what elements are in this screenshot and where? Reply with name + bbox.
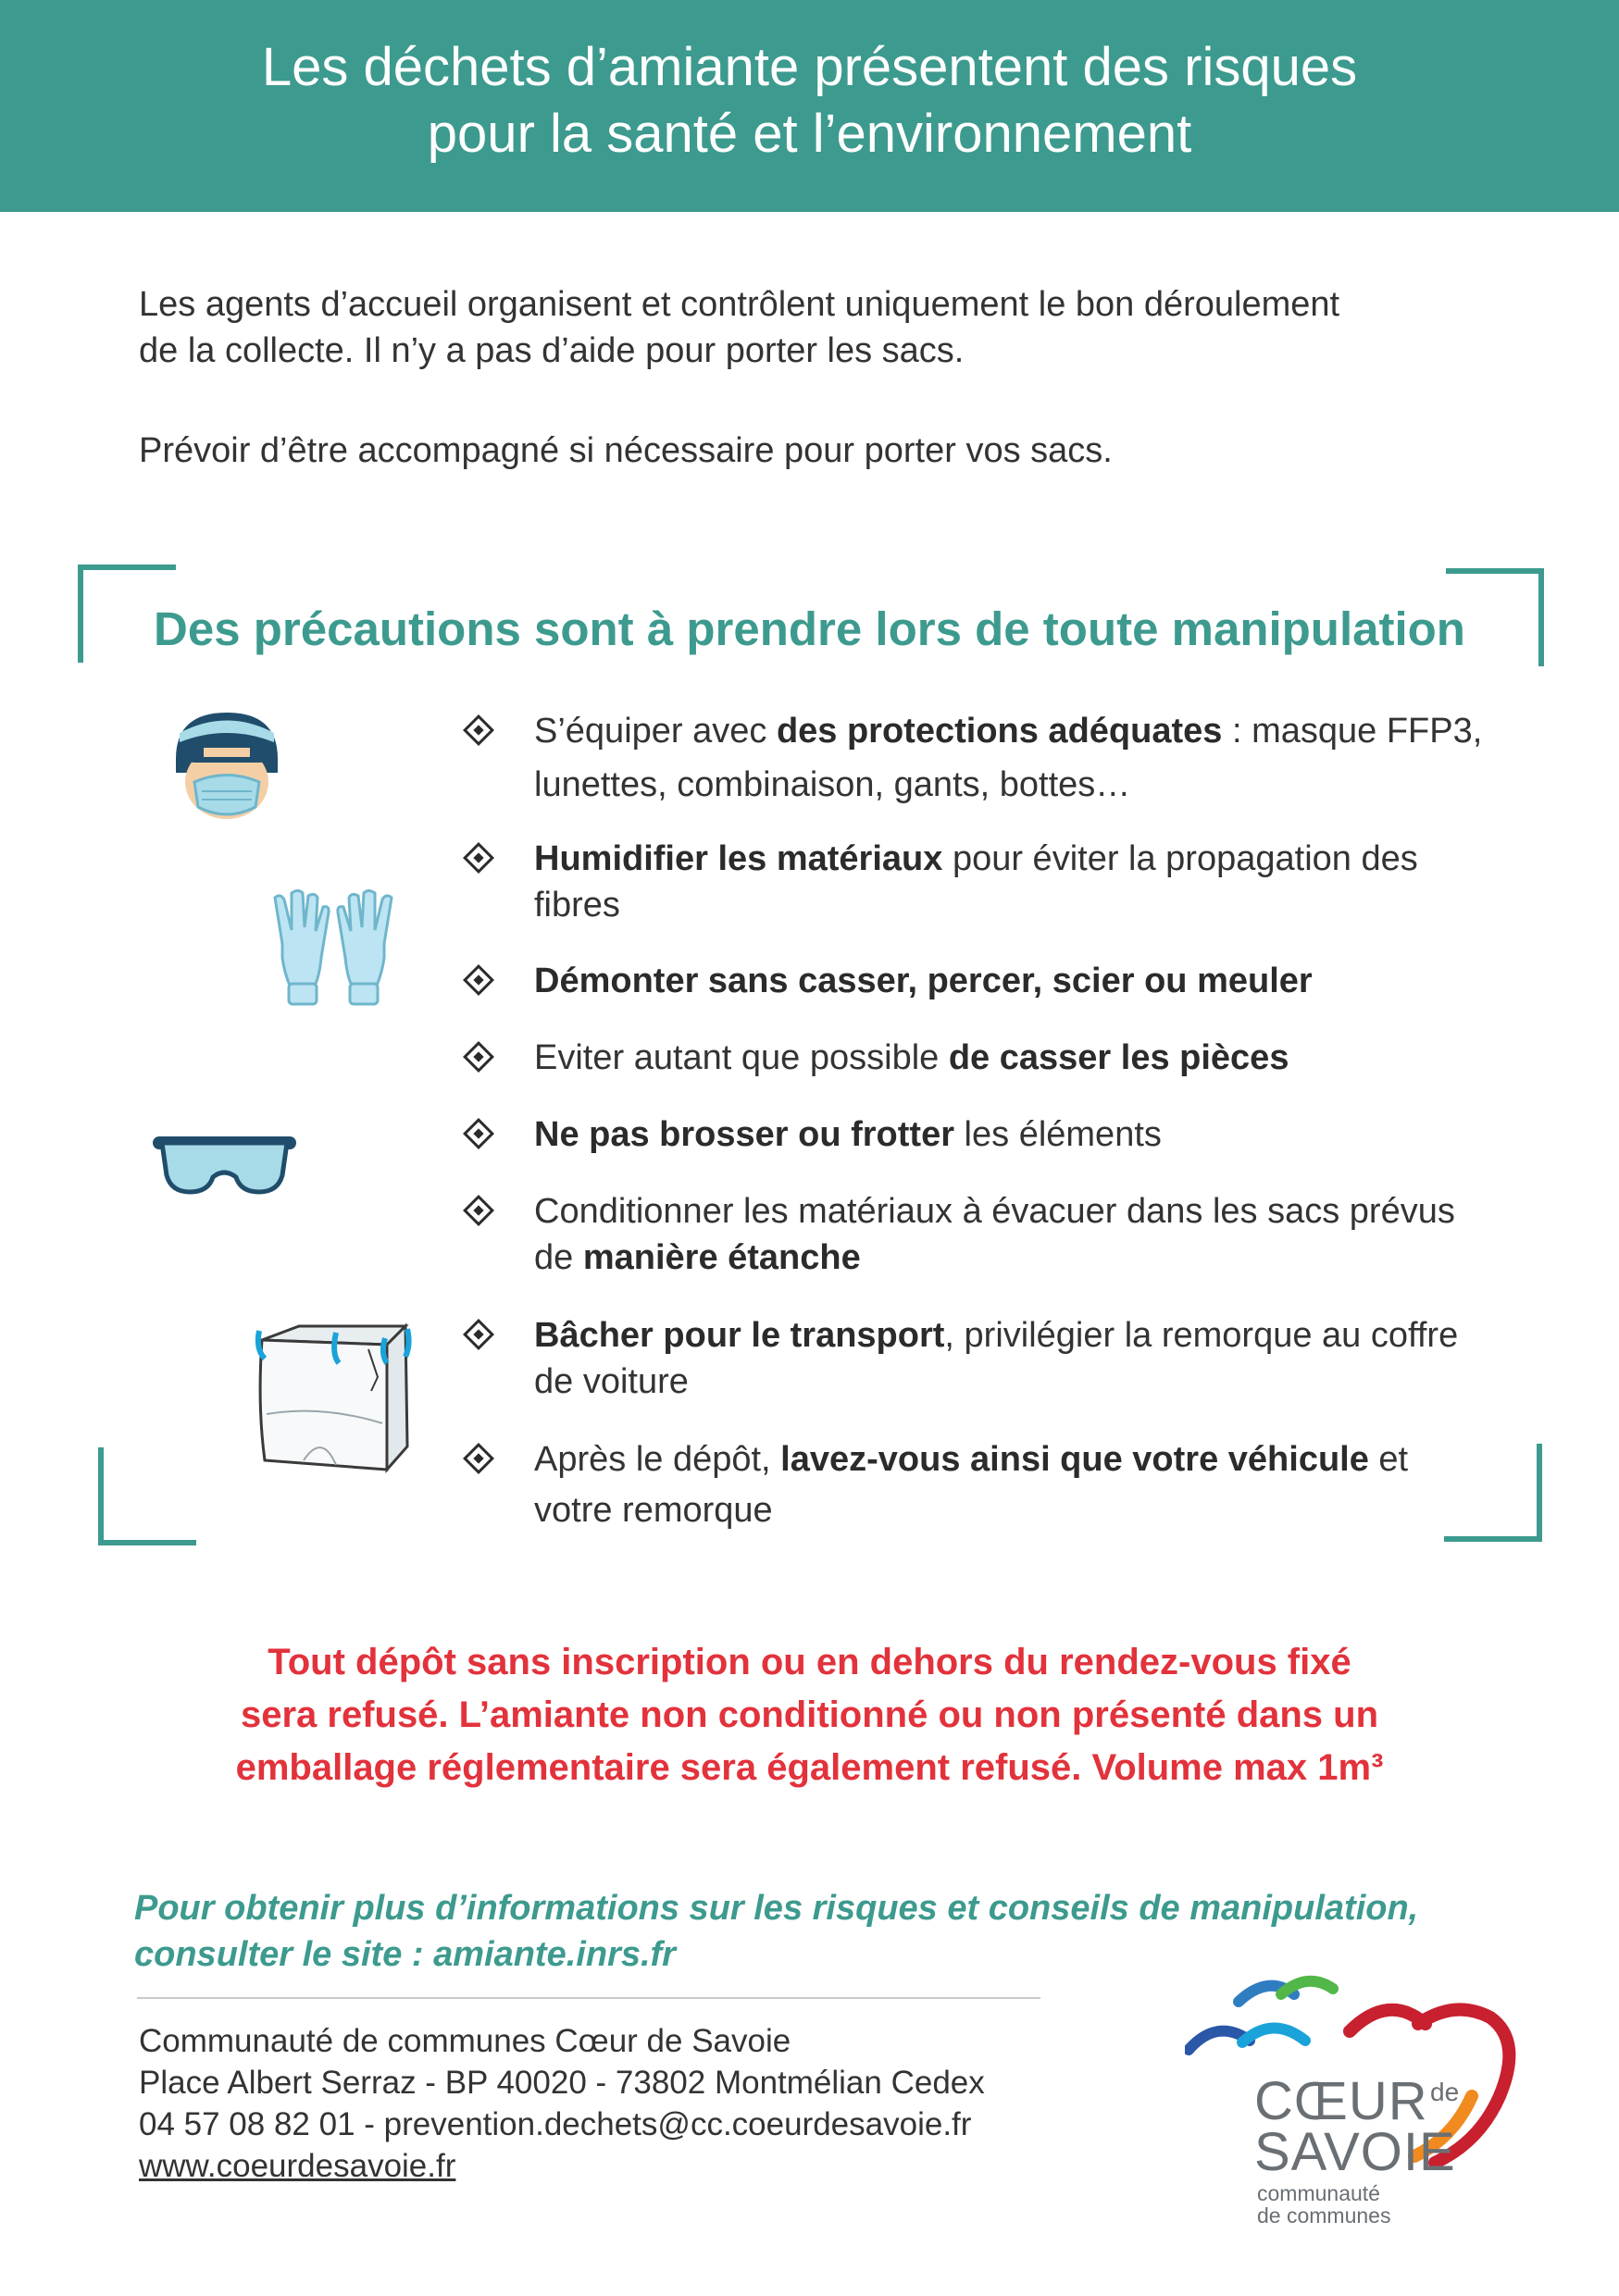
header-banner [0,0,1619,212]
item-text: Après le dépôt, [534,1440,781,1479]
diamond-bullet-icon [463,842,494,874]
item-text: les éléments [954,1115,1162,1154]
diamond-bullet-icon [463,1195,494,1226]
item-text: et [1368,1440,1409,1479]
item-text: de voiture [534,1362,689,1401]
item-text: lunettes, combinaison, gants, bottes… [534,765,1131,804]
warning-line2: sera refusé. L’amiante non conditionné ou non présenté dans un [240,1694,1379,1735]
goggles-icon [153,1129,296,1198]
item-text-bold: des protections adéquates [776,712,1223,751]
intro-line3: Prévoir d’être accompagné si nécessaire pour porter vos sacs. [139,431,1113,470]
logo-sub1: communauté [1257,2181,1380,2205]
header-title-line1: Les déchets d’amiante présentent des risques [261,37,1358,97]
info-line1: Pour obtenir plus d’informations sur les risques et conseils de manipulation, [134,1889,1419,1928]
diamond-bullet-icon [463,1319,494,1350]
header-title-line2: pour la santé et l’environnement [427,104,1192,164]
item-text: S’équiper avec [534,712,777,751]
contact-org: Communauté de communes Cœur de Savoie [139,2023,791,2059]
item-text-bold: Démonter sans casser, percer, scier ou meuler [534,962,1313,1000]
logo-word1: CŒUR [1254,2071,1428,2131]
item-text: Eviter autant que possible [534,1038,949,1077]
item-text-bold: manière étanche [582,1238,861,1277]
diamond-bullet-icon [463,964,494,996]
logo-de: de [1430,2078,1460,2106]
item-text: , privilégier la remorque au coffre [944,1316,1459,1355]
section-title: Des précautions sont à prendre lors de toute manipulation [154,602,1465,655]
item-text: fibres [534,886,620,925]
contact-website-link[interactable]: www.coeurdesavoie.fr [139,2148,456,2184]
warning-line3: emballage réglementaire sera également refusé. Volume max 1m³ [235,1747,1384,1788]
bracket-bottom-left [98,1447,196,1545]
logo-sub2: de communes [1257,2203,1391,2228]
gloves-icon [264,888,403,1009]
item-text: Conditionner les matériaux à évacuer dans les sacs prévus [534,1192,1455,1231]
item-text-bold: de casser les pièces [948,1038,1289,1077]
intro-line2: de la collecte. Il n’y a pas d’aide pour porter les sacs. [139,331,965,370]
warning-line1: Tout dépôt sans inscription ou en dehors du rendez-vous fixé [268,1642,1351,1682]
item-text: : masque FFP3, [1222,712,1483,751]
logo-word2: SAVOIE [1254,2122,1456,2182]
bigbag-icon [248,1322,419,1479]
item-text: pour éviter la propagation des [942,839,1418,878]
item-text-bold: Ne pas brosser ou frotter [534,1115,954,1154]
diamond-bullet-icon [463,1443,494,1474]
item-text-bold: lavez-vous ainsi que votre véhicule [780,1440,1369,1479]
contact-address: Place Albert Serraz - BP 40020 - 73802 Montmélian Cedex [139,2065,985,2101]
contact-phone-email[interactable]: 04 57 08 82 01 - prevention.dechets@cc.coeurdesavoie.fr [139,2106,972,2142]
diamond-bullet-icon [463,1041,494,1073]
item-text: votre remorque [534,1491,773,1530]
item-text: de [534,1238,583,1277]
diamond-bullet-icon [463,714,494,746]
item-text-bold: Humidifier les matériaux [534,839,943,878]
intro-line1: Les agents d’accueil organisent et contrôlent uniquement le bon déroulement [139,285,1340,324]
mask-face-icon [167,703,287,824]
item-text-bold: Bâcher pour le transport [534,1316,945,1355]
coeur-de-savoie-logo [1185,1967,1537,2226]
info-line2[interactable]: consulter le site : amiante.inrs.fr [134,1935,676,1974]
separator [137,1997,1040,1999]
diamond-bullet-icon [463,1118,494,1149]
